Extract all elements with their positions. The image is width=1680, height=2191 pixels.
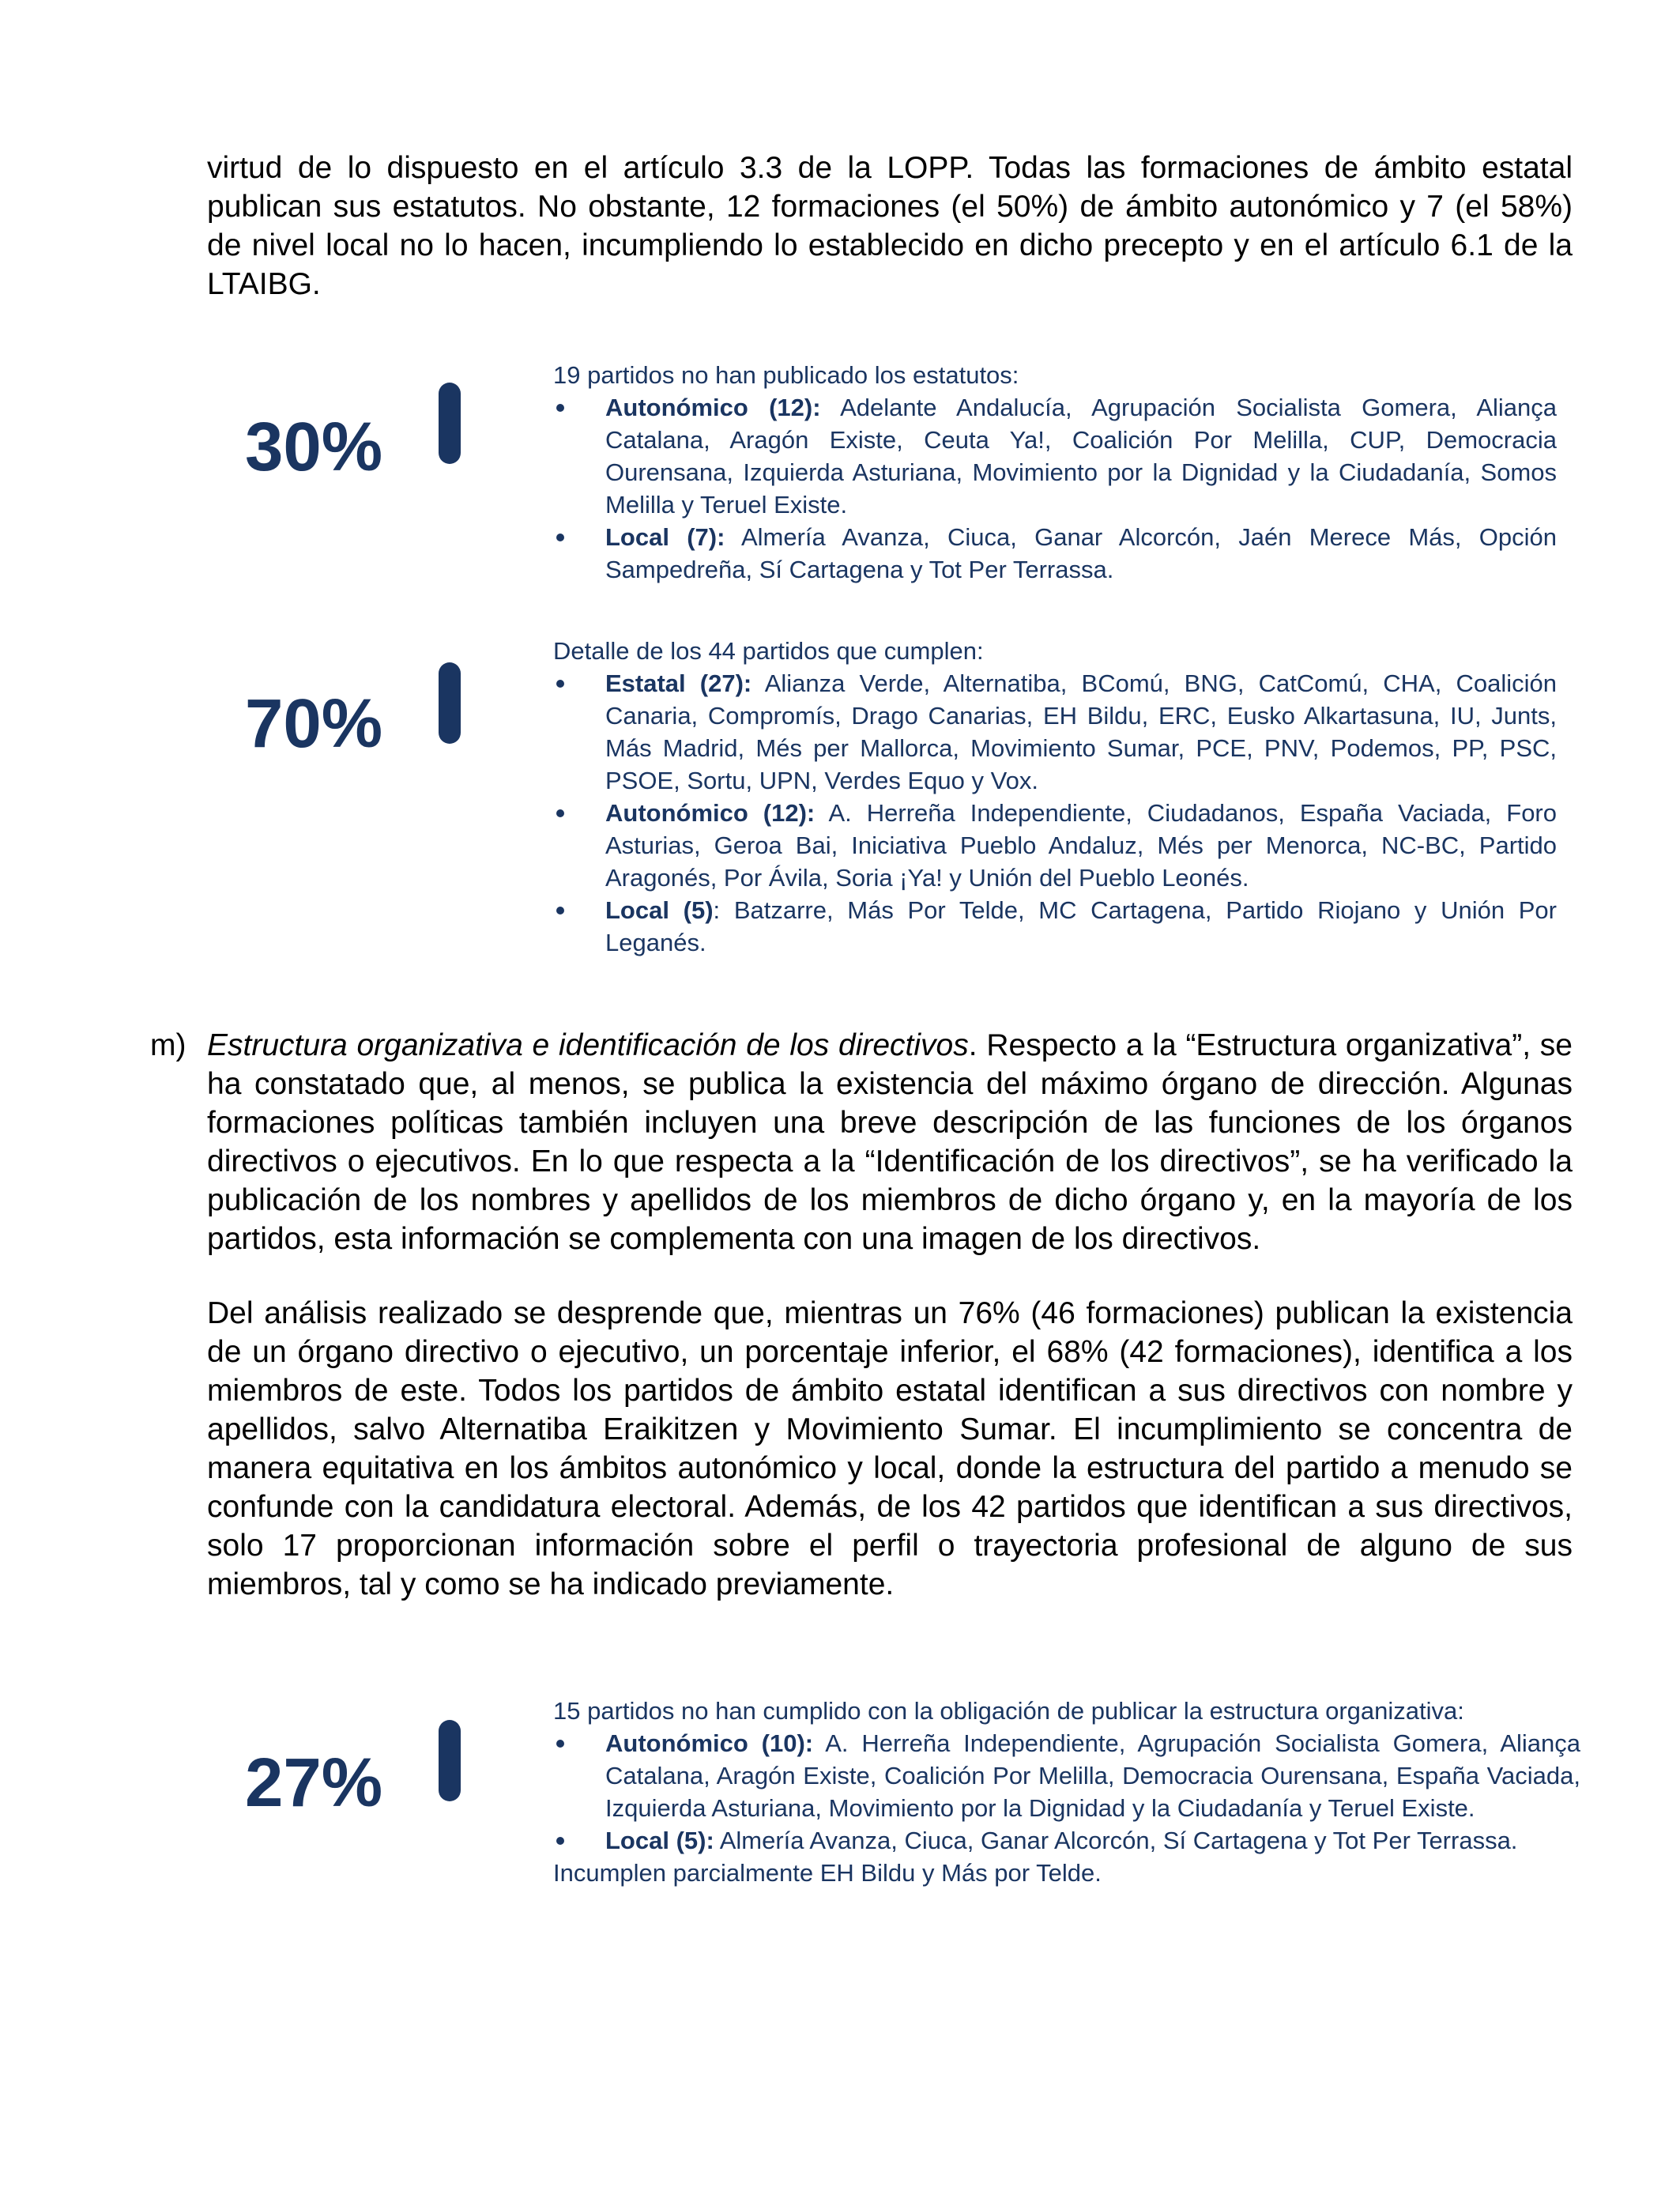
section-title: Estructura organizativa e identificación de los directivos xyxy=(207,1028,969,1062)
list-item-text: Alianza Verde, Alternatiba, BComú, BNG, CatComú, CHA, Coalición Canaria, Compromís, Drago Canarias, EH Bildu, ERC, Eusko Alkartasuna, IU, Junts, Más Madrid, Més per Mallorca, Movimiento Sumar, PCE, PNV, Podemos, PP, PSC, PSOE, Sortu, UPN, Verdes Equo y Vox. xyxy=(605,669,1557,794)
bullet-icon xyxy=(556,809,564,817)
list-item-label: Autonómico (12): xyxy=(605,799,816,827)
list-item-text: A. Herreña Independiente, Ciudadanos, España Vaciada, Foro Asturias, Geroa Bai, Iniciativa Pueblo Andaluz, Més per Menorca, NC-BC, Partido Aragonés, Por Ávila, Soria ¡Ya! y Unión del Pueblo Leonés. xyxy=(605,799,1557,892)
stat-bar-icon xyxy=(439,383,461,464)
list-item xyxy=(553,391,1557,521)
list-item-text: Almería Avanza, Ciuca, Ganar Alcorcón, Sí Cartagena y Tot Per Terrassa. xyxy=(714,1827,1518,1854)
list-item xyxy=(553,1727,1580,1824)
section-title-rest: . Respecto a la “Estructura organizativa”, se ha constatado que, al menos, se publica la existencia del máximo órgano de dirección. Algunas formaciones políticas también incluyen una breve descripción de las funciones de los órganos directivos o ejecutivos. En lo que respecta a la “Identificación de los directivos”, se ha verificado la publicación de los nombres y apellidos de los miembros de dicho órgano y, en la mayoría de los partidos, esta información se complementa con una imagen de los directivos. xyxy=(207,1028,1573,1256)
section-paragraph-1 xyxy=(207,1026,1573,1258)
bullet-icon xyxy=(556,1740,564,1748)
infobox-structure-missing xyxy=(553,1695,1580,1889)
section-m xyxy=(150,1026,1573,1639)
infobox-statutes-missing xyxy=(553,359,1557,586)
list-item-label: Local (5) xyxy=(605,896,714,924)
bullet-icon xyxy=(556,907,564,914)
stat-percent-statutes-missing: 30% xyxy=(245,409,383,485)
bullet-icon xyxy=(556,1837,564,1845)
list-item-label: Autonómico (10): xyxy=(605,1729,814,1757)
stat-bar-icon xyxy=(439,662,461,744)
list-item-label: Estatal (27): xyxy=(605,669,752,697)
list-item-label: Local (5): xyxy=(605,1827,714,1854)
infobox-list xyxy=(553,1727,1580,1857)
list-item xyxy=(553,797,1557,894)
infobox-lead: Detalle de los 44 partidos que cumplen: xyxy=(553,637,984,665)
list-item xyxy=(553,1824,1580,1857)
infobox-lead: 19 partidos no han publicado los estatutos: xyxy=(553,361,1019,389)
list-item-text: Adelante Andalucía, Agrupación Socialista Gomera, Aliança Catalana, Aragón Existe, Ceuta Ya!, Coalición Por Melilla, CUP, Democracia Ourensana, Izquierda Asturiana, Movimiento por la Dignidad y la Ciudadanía, Somos Melilla y Teruel Existe. xyxy=(605,394,1558,519)
infobox-list xyxy=(553,391,1557,586)
list-item-text: : Batzarre, Más Por Telde, MC Cartagena, Partido Riojano y Unión Por Leganés. xyxy=(605,896,1557,956)
bullet-icon xyxy=(556,534,564,541)
list-item xyxy=(553,894,1557,959)
infobox-lead: 15 partidos no han cumplido con la obligación de publicar la estructura organizativa: xyxy=(553,1697,1464,1725)
section-marker: m) xyxy=(150,1028,186,1062)
section-paragraph-2: Del análisis realizado se desprende que, mientras un 76% (46 formaciones) publican la existencia de un órgano directivo o ejecutivo, un porcentaje inferior, el 68% (42 formaciones), identifica a los miembros de este. Todos los partidos de ámbito estatal identifican a sus directivos con nombre y apellidos, salvo Alternatiba Eraikitzen y Movimiento Sumar. El incumplimiento se concentra de manera equitativa en los ámbitos autonómico y local, donde la estructura del partido a menudo se confunde con la candidatura electoral. Además, de los 42 partidos que identifican a sus directivos, solo 17 proporcionan información sobre el perfil o trayectoria profesional de alguno de sus miembros, tal y como se ha indicado previamente. xyxy=(207,1296,1573,1601)
infobox-list xyxy=(553,667,1557,959)
list-item-label: Autonómico (12): xyxy=(605,394,821,421)
list-item-text: Almería Avanza, Ciuca, Ganar Alcorcón, Jaén Merece Más, Opción Sampedreña, Sí Cartagena y Tot Per Terrassa. xyxy=(605,523,1557,583)
infobox-compliant xyxy=(553,635,1557,959)
list-item xyxy=(553,521,1557,586)
stat-percent-structure-missing: 27% xyxy=(245,1744,383,1821)
list-item-label: Local (7): xyxy=(605,523,725,551)
bullet-icon xyxy=(556,404,564,412)
intro-paragraph: virtud de lo dispuesto en el artículo 3.3 de la LOPP. Todas las formaciones de ámbito estatal publican sus estatutos. No obstante, 12 formaciones (el 50%) de ámbito autonómico y 7 (el 58%) de nivel local no lo hacen, incumpliendo lo establecido en dicho precepto y en el artículo 6.1 de la LTAIBG. xyxy=(207,151,1573,301)
infobox-footer: Incumplen parcialmente EH Bildu y Más por Telde. xyxy=(553,1859,1102,1887)
stat-percent-compliant: 70% xyxy=(245,685,383,762)
bullet-icon xyxy=(556,680,564,688)
list-item-text: A. Herreña Independiente, Agrupación Socialista Gomera, Aliança Catalana, Aragón Existe, Coalición Por Melilla, Democracia Ourensana, España Vaciada, Izquierda Asturiana, Movimiento por la Dignidad y la Ciudadanía y Teruel Existe. xyxy=(605,1729,1580,1822)
list-item xyxy=(553,667,1557,797)
stat-bar-icon xyxy=(439,1720,461,1801)
section-body xyxy=(207,1026,1573,1604)
